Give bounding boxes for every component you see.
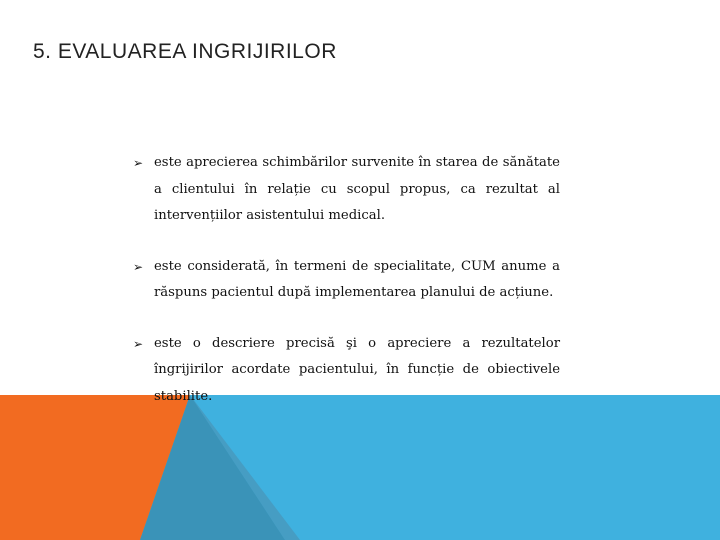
arrow-right-icon: ➢ [133, 336, 144, 351]
arrow-right-icon: ➢ [133, 156, 144, 170]
bullet-text: este o descriere precisă şi o apreciere a rezultatelor îngrijirilor acordate pacientului, în funcție de obiectivele stabilite. [154, 335, 560, 404]
bullet-item [133, 254, 560, 307]
bullet-item [133, 150, 560, 230]
bullet-text: este aprecierea schimbărilor survenite în starea de sănătate a clientului în relație cu scopul propus, ca rezultat al intervențiilor asistentului medical. [154, 155, 560, 223]
bullet-item [133, 331, 560, 411]
arrow-right-icon: ➢ [133, 259, 144, 274]
bullet-text: este considerată, în termeni de specialitate, CUM anume a răspuns pacientul după implementarea planului de acțiune. [154, 258, 560, 300]
slide-title: 5. EVALUAREA INGRIJIRILOR [33, 40, 337, 63]
bullet-list [133, 150, 560, 434]
